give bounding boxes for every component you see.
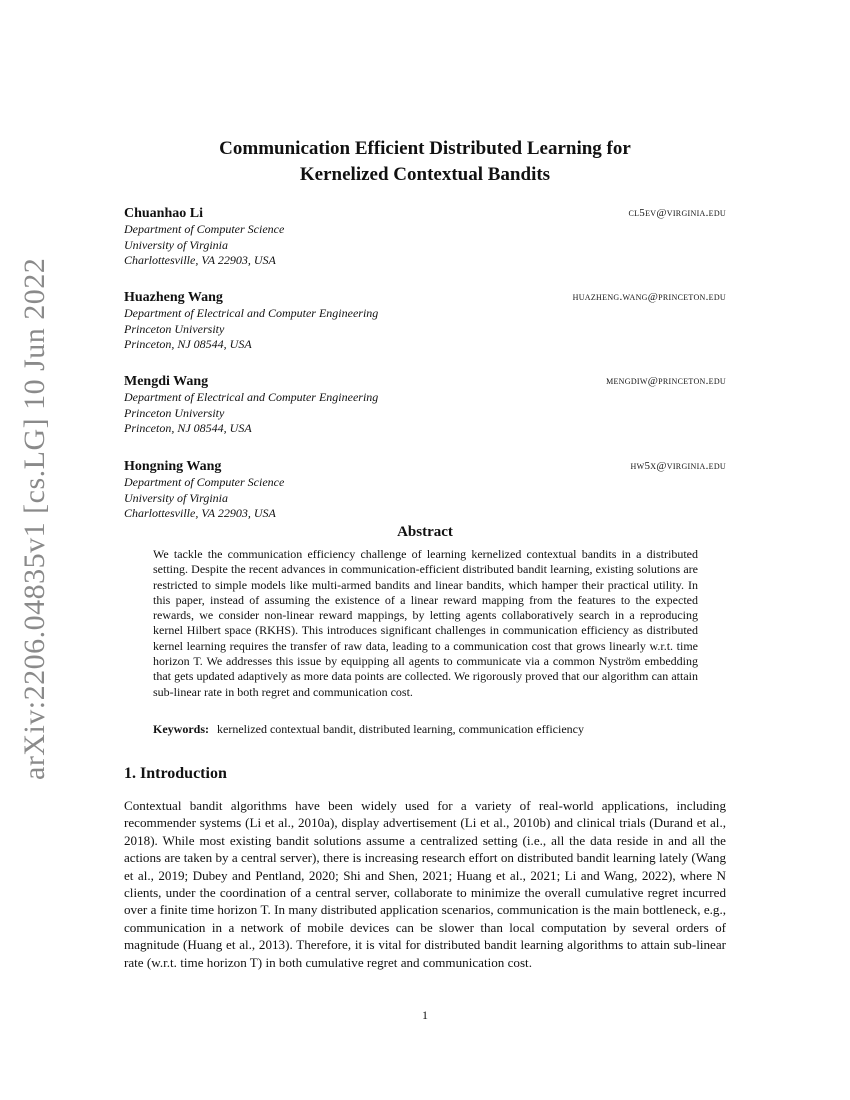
author-block-2 [124, 290, 726, 353]
author-department: Department of Computer Science [124, 222, 285, 236]
author-address: Princeton, NJ 08544, USA [124, 337, 252, 352]
author-name: Mengdi Wang [124, 374, 209, 389]
author-address: Charlottesville, VA 22903, USA [124, 253, 276, 268]
author-name: Hongning Wang [124, 459, 222, 474]
author-name: Chuanhao Li [124, 206, 203, 221]
abstract-heading: Abstract [397, 524, 453, 540]
introduction-body: Contextual bandit algorithms have been widely used for a variety of real-world applications, including recommender systems (Li et al., 2010a), display advertisement (Li et al., 2010b) and clinical trials (Durand et al., 2018). While most existing bandit solutions assume a centralized setting (i.e., all the data reside in and all the actions are taken by a central server), there is increasing research effort on distributed bandit learning lately (Wang et al., 2019; Dubey and Pentland, 2020; Shi and Shen, 2021; Huang et al., 2021; Li and Wang, 2022), where N clients, under the coordination of a central server, collaborate to minimize the overall cumulative regret incurred over a finite time horizon T. In many distributed application scenarios, communication is the main bottleneck, e.g., communication in a network of mobile devices can be slower than local computation by several orders of magnitude (Huang et al., 2013). Therefore, it is vital for distributed bandit learning algorithms to attain sub-linear rate (w.r.t. time horizon T) in both cumulative regret and communication cost. [124, 798, 726, 970]
paper-title [100, 136, 750, 188]
author-institution: Princeton University [124, 321, 225, 336]
title-line-1: Communication Efficient Distributed Learning for [219, 138, 631, 159]
keywords-label: Keywords: [153, 722, 209, 736]
keywords-text: kernelized contextual bandit, distributed learning, communication efficiency [217, 722, 584, 736]
section-heading-introduction: 1. Introduction [124, 765, 227, 782]
author-address: Charlottesville, VA 22903, USA [124, 506, 276, 521]
author-institution: University of Virginia [124, 237, 228, 252]
author-email[interactable]: cl5ev@virginia.edu [628, 207, 726, 219]
author-department: Department of Electrical and Computer Engineering [124, 390, 379, 404]
author-block-1 [124, 206, 726, 269]
author-email[interactable]: huazheng.wang@princeton.edu [572, 291, 726, 303]
author-institution: University of Virginia [124, 490, 228, 505]
author-email[interactable]: mengdiw@princeton.edu [606, 375, 726, 387]
author-name: Huazheng Wang [124, 290, 223, 305]
author-institution: Princeton University [124, 405, 225, 420]
author-address: Princeton, NJ 08544, USA [124, 421, 252, 436]
keywords [153, 722, 698, 737]
page-number: 1 [422, 1008, 428, 1022]
author-block-4 [124, 459, 726, 522]
author-department: Department of Computer Science [124, 475, 285, 489]
title-line-2: Kernelized Contextual Bandits [299, 164, 551, 185]
abstract-body: We tackle the communication efficiency challenge of learning kernelized contextual bandits in a distributed setting. Despite the recent advances in communication-efficient distributed bandit learning, existing solutions are restricted to simple models like multi-armed bandits and linear bandits, which hamper their practical utility. In this paper, instead of assuming the existence of a linear reward mapping from the features to the expected rewards, we consider non-linear reward mappings, by letting agents collaboratively search in a reproducing kernel Hilbert space (RKHS). This introduces significant challenges in communication efficiency as distributed kernel learning requires the transfer of raw data, leading to a communication cost that grows linearly w.r.t. time horizon T. We addresses this issue by equipping all agents to communicate via a common Nyström embedding that gets updated adaptively as more data points are collected. We rigorously proved that our algorithm can attain sub-linear rate in both regret and communication cost. [153, 547, 698, 699]
author-block-3 [124, 374, 726, 437]
author-department: Department of Electrical and Computer Engineering [124, 306, 379, 320]
arxiv-side-stamp: arXiv:2206.04835v1 [cs.LG] 10 Jun 2022 [18, 257, 51, 780]
author-email[interactable]: hw5x@virginia.edu [630, 460, 726, 472]
